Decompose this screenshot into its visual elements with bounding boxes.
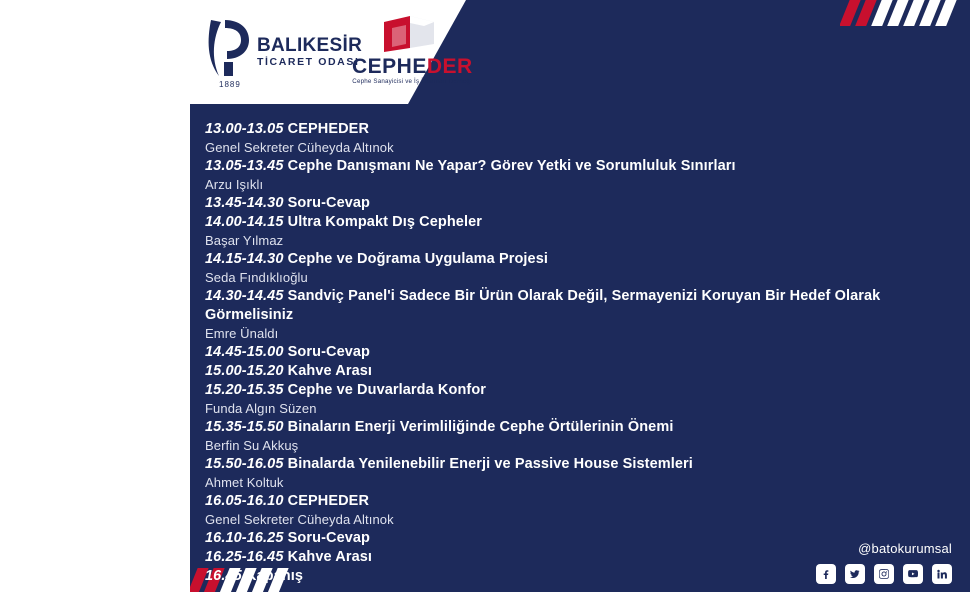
instagram-icon[interactable] (874, 564, 894, 584)
program-entry-speaker: Genel Sekreter Cüheyda Altınok (205, 512, 394, 527)
program-entry-name: Cephe ve Duvarlarda Konfor (287, 382, 487, 398)
program-entry-title (205, 362, 905, 381)
program-entry-speaker: Berfin Su Akkuş (205, 438, 299, 453)
cepheder-wordmark (352, 56, 472, 78)
social-handle: @batokurumsal (858, 541, 952, 556)
program-entry-time: 16.45 (205, 568, 242, 584)
program-entry (205, 455, 905, 492)
program-entry-name: Ultra Kompakt Dış Cepheler (287, 214, 483, 230)
program-entry (205, 548, 905, 567)
program-list (205, 120, 905, 586)
linkedin-icon[interactable] (932, 564, 952, 584)
program-entry-name: Soru-Cevap (287, 344, 371, 360)
program-entry-title (205, 287, 905, 325)
program-entry-name: Binalarda Yenilenebilir Enerji ve Passive House Sistemleri (287, 456, 693, 472)
program-entry-title (205, 529, 905, 548)
cepheder-name-part1: CEPHE (352, 55, 427, 78)
program-entry (205, 381, 905, 418)
program-entry-title (205, 567, 905, 586)
program-entry (205, 120, 905, 157)
program-entry-speaker: Başar Yılmaz (205, 233, 284, 248)
program-entry-title (205, 120, 905, 139)
program-entry-title (205, 548, 905, 567)
program-entry-time: 16.25-16.45 (205, 549, 284, 565)
program-entry-time: 15.50-16.05 (205, 456, 284, 472)
bto-mark-icon (205, 18, 253, 80)
program-entry-title (205, 213, 905, 232)
program-entry-name: Binaların Enerji Verimliliğinde Cephe Örtülerinin Önemi (287, 419, 674, 435)
program-entry-title (205, 455, 905, 474)
social-icons (816, 564, 952, 584)
program-entry-time: 16.10-16.25 (205, 530, 284, 546)
program-entry-name: Kahve Arası (287, 549, 373, 565)
cepheder-name-part2: DER (426, 55, 473, 78)
program-entry-name: Soru-Cevap (287, 530, 371, 546)
program-entry-name: Sandviç Panel'i Sadece Bir Ürün Olarak Değil, Sermayenizi Koruyan Bir Hedef Olarak Görmelisiniz (205, 288, 881, 323)
program-entry-name: Kahve Arası (287, 363, 373, 379)
program-entry-name: Cephe Danışmanı Ne Yapar? Görev Yetki ve Sorumluluk Sınırları (287, 158, 736, 174)
program-entry-name: Soru-Cevap (287, 195, 371, 211)
facebook-icon[interactable] (816, 564, 836, 584)
program-entry (205, 287, 905, 343)
program-entry-title (205, 250, 905, 269)
youtube-icon[interactable] (903, 564, 923, 584)
twitter-icon[interactable] (845, 564, 865, 584)
program-entry-time: 13.00-13.05 (205, 121, 284, 137)
program-entry (205, 362, 905, 381)
top-right-stripes (840, 0, 970, 26)
program-entry-title (205, 194, 905, 213)
program-entry-speaker: Funda Algın Süzen (205, 401, 317, 416)
program-entry (205, 567, 905, 586)
program-entry (205, 250, 905, 287)
program-entry-name: Kapanış (245, 568, 304, 584)
cepheder-tagline: Cephe Sanayicisi ve İş İnsanları Derneği (352, 78, 472, 85)
program-entry-name: CEPHEDER (287, 121, 370, 137)
program-entry-name: Cephe ve Doğrama Uygulama Projesi (287, 251, 549, 267)
program-entry-title (205, 418, 905, 437)
program-entry-time: 14.15-14.30 (205, 251, 284, 267)
program-entry-time: 15.35-15.50 (205, 419, 284, 435)
program-entry-time: 16.05-16.10 (205, 493, 284, 509)
program-entry-time: 13.05-13.45 (205, 158, 284, 174)
bto-title: BALIKESİR (257, 35, 363, 56)
program-entry (205, 213, 905, 250)
program-entry-speaker: Seda Fındıklıoğlu (205, 270, 308, 285)
cepheder-logo (352, 14, 472, 92)
balikesir-ticaret-odasi-logo (205, 18, 363, 89)
program-entry-time: 14.30-14.45 (205, 288, 284, 304)
program-entry-title (205, 343, 905, 362)
program-entry (205, 529, 905, 548)
program-entry-time: 15.20-15.35 (205, 382, 284, 398)
bto-wordmark (257, 36, 362, 68)
program-entry (205, 194, 905, 213)
program-entry (205, 157, 905, 194)
bottom-white-margin (0, 592, 980, 600)
program-entry-title (205, 381, 905, 400)
program-entry-time: 14.00-14.15 (205, 214, 284, 230)
program-entry-name: CEPHEDER (287, 493, 370, 509)
bto-subtitle: TİCARET ODASI (257, 56, 360, 68)
right-white-margin (970, 0, 980, 600)
cepheder-mark-icon (380, 14, 438, 54)
program-entry-speaker: Arzu Işıklı (205, 177, 264, 192)
program-entry (205, 492, 905, 529)
program-entry-title (205, 492, 905, 511)
program-entry-title (205, 157, 905, 176)
program-entry-time: 14.45-15.00 (205, 344, 284, 360)
program-entry-time: 15.00-15.20 (205, 363, 284, 379)
program-entry (205, 418, 905, 455)
program-entry-speaker: Genel Sekreter Cüheyda Altınok (205, 140, 394, 155)
program-entry-speaker: Emre Ünaldı (205, 326, 279, 341)
program-entry (205, 343, 905, 362)
program-entry-time: 13.45-14.30 (205, 195, 284, 211)
bto-year: 1889 (219, 80, 241, 89)
program-entry-speaker: Ahmet Koltuk (205, 475, 284, 490)
